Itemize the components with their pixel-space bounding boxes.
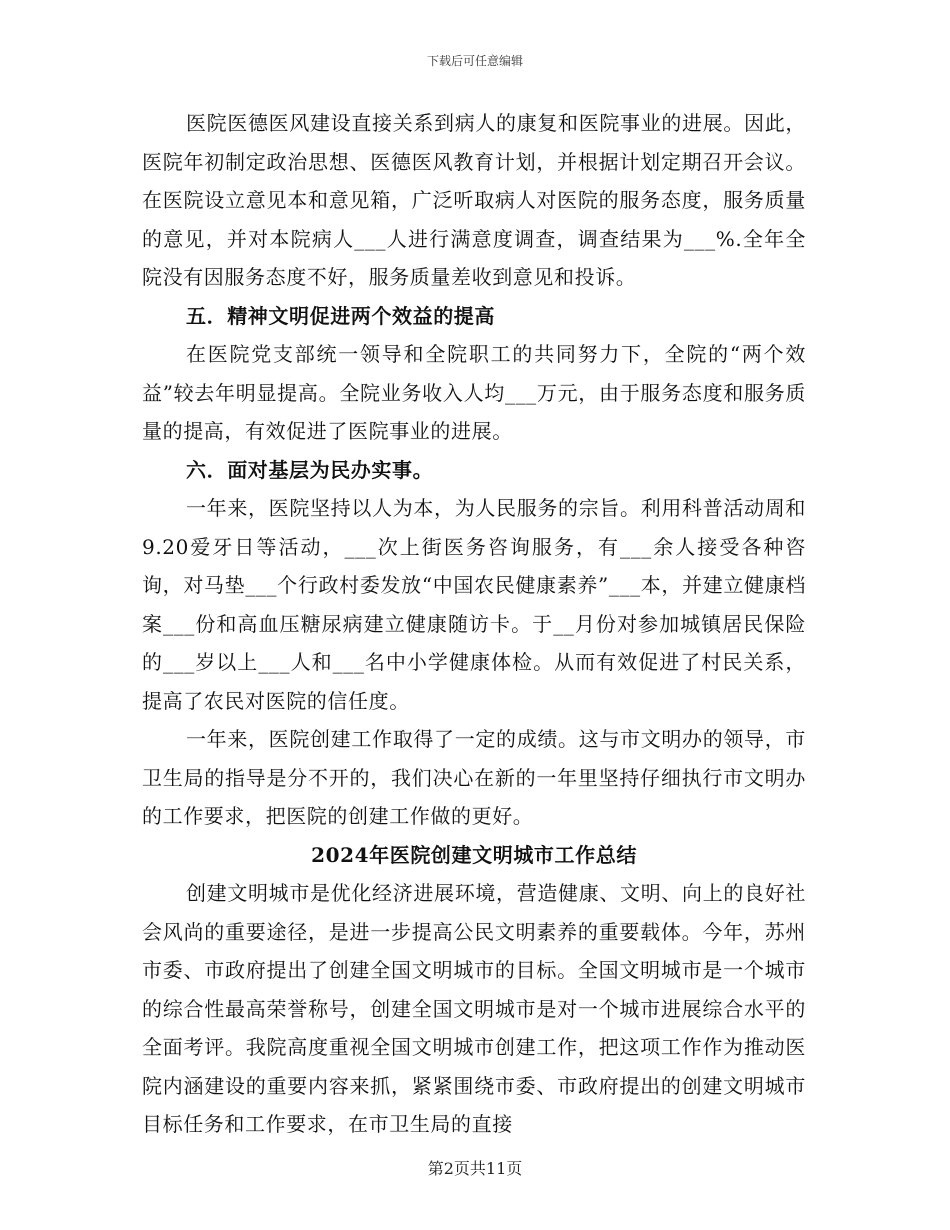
paragraph-civilized-city: 创建文明城市是优化经济进展环境，营造健康、文明、向上的良好社会风尚的重要途径，是进一步提高公民文明素养的重要载体。今年，苏州市委、市政府提出了创建全国文明城市的目标。全国文明城市是一个城市的综合性最高荣誉称号，创建全国文明城市是对一个城市进展综合水平的全面考评。我院高度重视全国文明城市创建工作，把这项工作作为推动医院内涵建设的重要内容来抓，紧紧围绕市委、市政府提出的创建文明城市目标任务和工作要求，在市卫生局的直接 bbox=[142, 881, 806, 1136]
paragraph-achievements: 一年来，医院创建工作取得了一定的成绩。这与市文明办的领导，市卫生局的指导是分不开的，我们决心在新的一年里坚持仔细执行市文明办的工作要求，把医院的创建工作做的更好。 bbox=[142, 727, 806, 828]
document-title: 2024年医院创建文明城市工作总结 bbox=[311, 842, 637, 867]
section-heading-5: 五．精神文明促进两个效益的提高 bbox=[186, 303, 495, 328]
paragraph-medical-ethics: 医院医德医风建设直接关系到病人的康复和医院事业的进展。因此，医院年初制定政治思想、医德医风教育计划，并根据计划定期召开会议。在医院设立意见本和意见箱，广泛听取病人对医院的服务态度，服务质量的意见，并对本院病人___人进行满意度调查，调查结果为___%.全年全院没有因服务态度不好，服务质量差收到意见和投诉。 bbox=[142, 111, 806, 289]
page-footer-number: 第2页共11页 bbox=[427, 1159, 523, 1178]
document-body bbox=[142, 104, 806, 1144]
paragraph-community-service: 一年来，医院坚持以人为本，为人民服务的宗旨。利用科普活动周和9.20爱牙日等活动，___次上街医务咨询服务，有___余人接受各种咨询，对马垫___个行政村委发放“中国农民健康素养”___本，并建立健康档案___份和高血压糖尿病建立健康随访卡。于__月份对参加城镇居民保险的___岁以上___人和___名中小学健康体检。从而有效促进了村民关系，提高了农民对医院的信任度。 bbox=[142, 496, 806, 713]
paragraph-two-benefits: 在医院党支部统一领导和全院职工的共同努力下，全院的“两个效益”较去年明显提高。全院业务收入人均___万元，由于服务态度和服务质量的提高，有效促进了医院事业的进展。 bbox=[142, 342, 806, 443]
page-header-note: 下载后可任意编辑 bbox=[426, 54, 523, 68]
section-heading-6: 六．面对基层为民办实事。 bbox=[186, 457, 434, 482]
